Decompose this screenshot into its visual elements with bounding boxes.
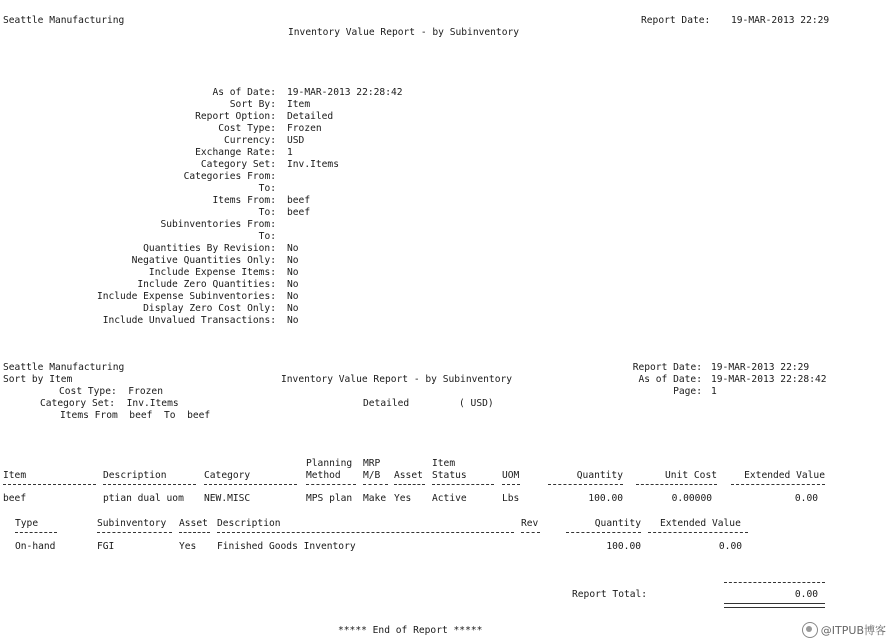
col-header-uom: UOM bbox=[502, 470, 520, 481]
col-header-item: Item bbox=[3, 470, 27, 481]
header-underline bbox=[217, 532, 514, 533]
param-value: No bbox=[287, 267, 299, 278]
col-header-rev: Rev bbox=[521, 518, 539, 529]
col-header-asset: Asset bbox=[179, 518, 208, 529]
param-label: Include Expense Items: bbox=[148, 267, 276, 278]
param-value: Inv.Items bbox=[287, 159, 339, 170]
total-double-underline bbox=[724, 603, 825, 608]
param-label: Include Unvalued Transactions: bbox=[102, 315, 276, 326]
report-title-page2: Inventory Value Report - by Subinventory bbox=[281, 374, 513, 385]
param-label: Category Set: bbox=[200, 159, 276, 170]
col-header-subinventory: Subinventory bbox=[97, 518, 167, 529]
report-total-value: 0.00 bbox=[794, 589, 818, 600]
cell-asset: Yes bbox=[179, 541, 197, 552]
col-header-unit-cost: Unit Cost bbox=[665, 470, 717, 481]
cell-item: beef bbox=[3, 493, 27, 504]
param-label: Sort By: bbox=[229, 99, 276, 110]
company-name: Seattle Manufacturing bbox=[3, 15, 125, 26]
header-underline bbox=[566, 532, 641, 533]
header-underline bbox=[502, 484, 520, 485]
cell-description: ptian dual uom bbox=[103, 493, 184, 504]
end-of-report: ***** End of Report ***** bbox=[338, 625, 483, 636]
param-label: Include Zero Quantities: bbox=[137, 279, 276, 290]
header-underline bbox=[636, 484, 717, 485]
header-underline bbox=[731, 484, 825, 485]
report-total-label: Report Total: bbox=[572, 589, 648, 600]
header-underline bbox=[179, 532, 210, 533]
param-label: To: bbox=[258, 207, 276, 218]
col-header-quantity: Quantity bbox=[576, 470, 623, 481]
header-underline bbox=[3, 484, 96, 485]
cell-extended-value: 0.00 bbox=[718, 541, 742, 552]
as-of-label: As of Date: bbox=[638, 374, 702, 385]
col-header-extended-value: Extended Value bbox=[744, 470, 825, 481]
watermark-text: @ITPUB博客 bbox=[820, 624, 886, 637]
watermark bbox=[802, 622, 886, 638]
total-overline bbox=[724, 582, 825, 583]
header-underline bbox=[97, 532, 172, 533]
report-date-label-page2: Report Date: bbox=[632, 362, 702, 373]
param-value: beef bbox=[287, 195, 311, 206]
param-label: Cost Type: bbox=[218, 123, 276, 134]
param-label: To: bbox=[258, 231, 276, 242]
cell-subinventory: FGI bbox=[97, 541, 115, 552]
param-label: Exchange Rate: bbox=[195, 147, 276, 158]
header-underline bbox=[15, 532, 57, 533]
col-header-mb: M/B bbox=[363, 470, 381, 481]
page-label: Page: bbox=[673, 386, 702, 397]
col-header-method: Method bbox=[306, 470, 341, 481]
header-underline bbox=[394, 484, 425, 485]
col-header-category: Category bbox=[204, 470, 251, 481]
param-value: No bbox=[287, 291, 299, 302]
param-label: Items From: bbox=[212, 195, 276, 206]
cell-method: MPS plan bbox=[306, 493, 353, 504]
cell-category: NEW.MISC bbox=[204, 493, 251, 504]
header-underline bbox=[648, 532, 748, 533]
cell-quantity: 100.00 bbox=[588, 493, 623, 504]
header-underline bbox=[103, 484, 196, 485]
param-label: Include Expense Subinventories: bbox=[96, 291, 276, 302]
param-value: No bbox=[287, 243, 299, 254]
param-value: No bbox=[287, 303, 299, 314]
param-label: To: bbox=[258, 183, 276, 194]
cell-status: Active bbox=[432, 493, 467, 504]
header-underline bbox=[548, 484, 623, 485]
as-of-date: 19-MAR-2013 22:28:42 bbox=[711, 374, 827, 385]
param-value: No bbox=[287, 279, 299, 290]
col-header-extended-value: Extended Value bbox=[660, 518, 741, 529]
param-label: Currency: bbox=[224, 135, 276, 146]
col-header-description: Description bbox=[103, 470, 167, 481]
param-value: Detailed bbox=[287, 111, 334, 122]
cell-mb: Make bbox=[363, 493, 387, 504]
col-header-mrp: MRP bbox=[363, 458, 381, 469]
col-header-planning: Planning bbox=[306, 458, 353, 469]
param-label: Quantities By Revision: bbox=[143, 243, 276, 254]
report-date-label: Report Date: bbox=[641, 15, 711, 26]
cell-unit-cost: 0.00000 bbox=[671, 493, 712, 504]
param-label: As of Date: bbox=[212, 87, 276, 98]
param-label: Subinventories From: bbox=[160, 219, 276, 230]
param-value: Item bbox=[287, 99, 311, 110]
report-option: Detailed bbox=[363, 398, 410, 409]
cell-quantity: 100.00 bbox=[606, 541, 641, 552]
param-value: beef bbox=[287, 207, 311, 218]
param-value: Frozen bbox=[287, 123, 322, 134]
col-header-type: Type bbox=[15, 518, 39, 529]
header-underline bbox=[432, 484, 494, 485]
header-underline bbox=[204, 484, 297, 485]
param-label: Categories From: bbox=[183, 171, 276, 182]
cell-asset: Yes bbox=[394, 493, 412, 504]
company-name-page2: Seattle Manufacturing bbox=[3, 362, 125, 373]
cell-description: Finished Goods Inventory bbox=[217, 541, 356, 552]
col-header-asset: Asset bbox=[394, 470, 423, 481]
cost-type-line: Cost Type: Frozen bbox=[59, 386, 163, 397]
header-underline bbox=[521, 532, 540, 533]
report-date-page2: 19-MAR-2013 22:29 bbox=[711, 362, 810, 373]
param-label: Report Option: bbox=[195, 111, 276, 122]
param-label: Negative Quantities Only: bbox=[131, 255, 276, 266]
param-value: 1 bbox=[287, 147, 293, 158]
cell-extended-value: 0.00 bbox=[794, 493, 818, 504]
watermark-logo-icon bbox=[802, 622, 818, 638]
sort-line: Sort by Item bbox=[3, 374, 73, 385]
param-value: USD bbox=[287, 135, 305, 146]
report-date: 19-MAR-2013 22:29 bbox=[731, 15, 830, 26]
cell-type: On-hand bbox=[15, 541, 56, 552]
report-currency: ( USD) bbox=[459, 398, 494, 409]
items-range-line: Items From beef To beef bbox=[60, 410, 211, 421]
header-underline bbox=[306, 484, 356, 485]
param-value: No bbox=[287, 255, 299, 266]
col-header-status: Status bbox=[432, 470, 467, 481]
col-header-item-status-top: Item bbox=[432, 458, 456, 469]
col-header-description: Description bbox=[217, 518, 281, 529]
col-header-quantity: Quantity bbox=[594, 518, 641, 529]
param-label: Display Zero Cost Only: bbox=[143, 303, 276, 314]
param-value: 19-MAR-2013 22:28:42 bbox=[287, 87, 403, 98]
param-value: No bbox=[287, 315, 299, 326]
category-set-line: Category Set: Inv.Items bbox=[40, 398, 179, 409]
page-number: 1 bbox=[711, 386, 717, 397]
cell-uom: Lbs bbox=[502, 493, 520, 504]
header-underline bbox=[363, 484, 388, 485]
report-title: Inventory Value Report - by Subinventory bbox=[288, 27, 520, 38]
